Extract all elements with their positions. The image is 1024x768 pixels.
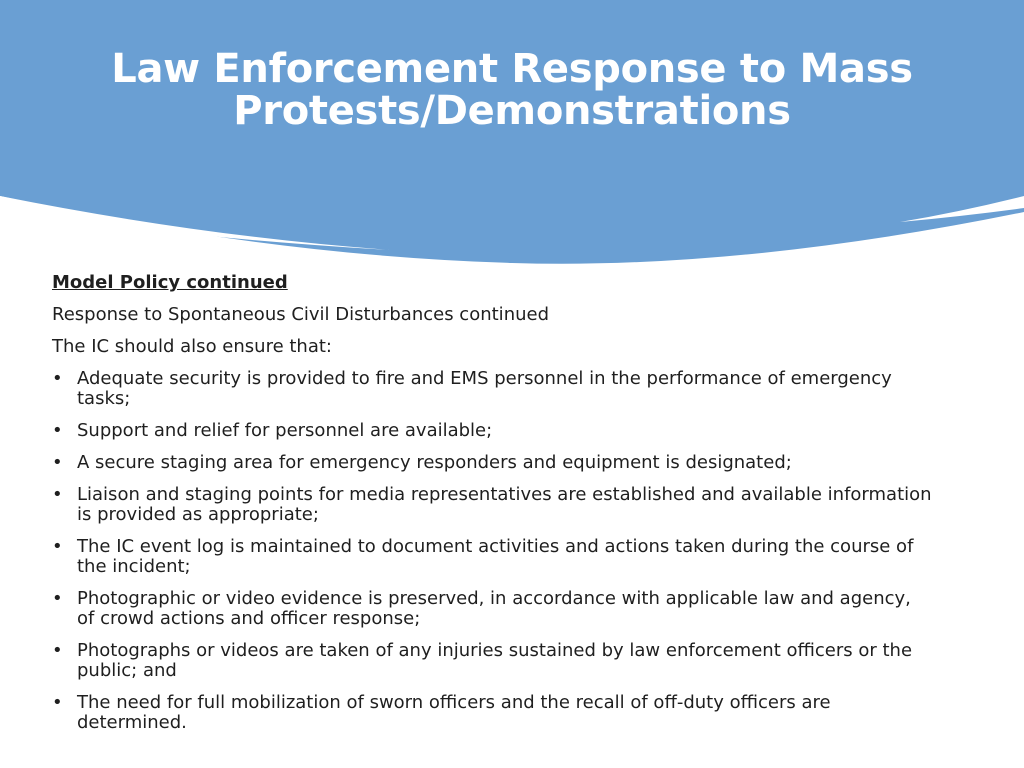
- list-item: [52, 693, 932, 733]
- section-line: Response to Spontaneous Civil Disturbances continued: [52, 304, 550, 325]
- list-item-text: Liaison and staging points for media representatives are established and available information is provided as appropriate;: [77, 484, 932, 525]
- bullet-list: [52, 369, 932, 733]
- header-wave-banner: [0, 0, 1024, 270]
- list-item-text: Photographs or videos are taken of any injuries sustained by law enforcement officers or the public; and: [77, 640, 913, 681]
- list-item-text: Adequate security is provided to fire and EMS personnel in the performance of emergency tasks;: [77, 368, 892, 409]
- bullet-icon: •: [52, 692, 63, 713]
- bullet-icon: •: [52, 588, 63, 609]
- list-item-text: Photographic or video evidence is preserved, in accordance with applicable law and agency, of crowd actions and officer response;: [77, 588, 911, 629]
- bullet-icon: •: [52, 484, 63, 505]
- list-item: [52, 369, 932, 409]
- list-item-text: Support and relief for personnel are available;: [77, 420, 493, 441]
- title-line-2: Protests/Demonstrations: [233, 88, 791, 134]
- list-item: [52, 589, 932, 629]
- list-item: [52, 485, 932, 525]
- slide-title: [0, 48, 1024, 132]
- list-item-text: A secure staging area for emergency responders and equipment is designated;: [77, 452, 792, 473]
- bullet-icon: •: [52, 452, 63, 473]
- slide-body: [52, 273, 932, 745]
- subheading: Model Policy continued: [52, 272, 288, 293]
- title-line-1: Law Enforcement Response to Mass: [111, 46, 913, 92]
- list-item: [52, 537, 932, 577]
- bullet-icon: •: [52, 536, 63, 557]
- subheading-line: [52, 273, 932, 293]
- bullet-icon: •: [52, 368, 63, 389]
- list-item-text: The need for full mobilization of sworn officers and the recall of off-duty officers are determined.: [77, 692, 831, 733]
- list-item: [52, 421, 932, 441]
- bullet-icon: •: [52, 420, 63, 441]
- list-item: [52, 641, 932, 681]
- list-item-text: The IC event log is maintained to document activities and actions taken during the course of the incident;: [77, 536, 914, 577]
- bullet-icon: •: [52, 640, 63, 661]
- list-item: [52, 453, 932, 473]
- intro-line: The IC should also ensure that:: [52, 336, 332, 357]
